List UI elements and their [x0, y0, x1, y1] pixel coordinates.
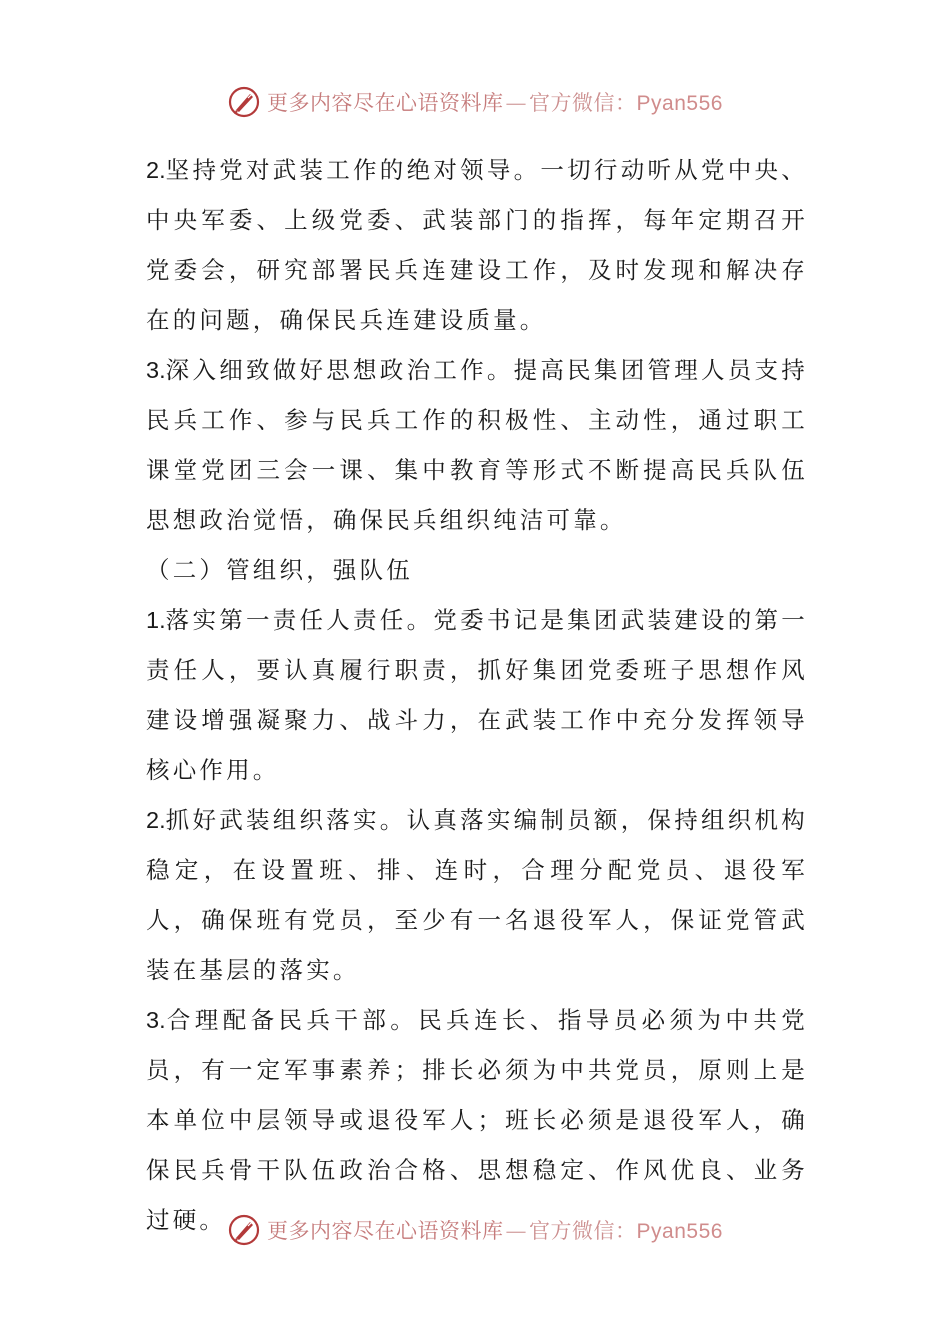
paragraph-number: 2.: [146, 807, 166, 833]
paragraph-2: [146, 145, 808, 345]
footer-banner: [0, 1208, 950, 1252]
quill-pen-logo-icon: [227, 1213, 261, 1247]
document-body: [146, 145, 808, 1245]
paragraph-1: [146, 595, 808, 795]
header-banner: [0, 80, 950, 124]
paragraph-2b: [146, 795, 808, 995]
paragraph-text: 落实第一责任人责任。党委书记是集团武装建设的第一责任人，要认真履行职责，抓好集团党委班子思想作风建设增强凝聚力、战斗力，在武装工作中充分发挥领导核心作用。: [146, 606, 808, 784]
paragraph-number: 3.: [146, 1007, 166, 1033]
banner-wechat-label: 官方微信：: [529, 1219, 637, 1243]
paragraph-3: [146, 345, 808, 545]
paragraph-text: 合理配备民兵干部。民兵连长、指导员必须为中共党员，有一定军事素养；排长必须为中共党员，原则上是本单位中层领导或退役军人；班长必须是退役军人，确保民兵骨干队伍政治合格、思想稳定、作风优良、业务过硬。: [146, 1006, 808, 1234]
paragraph-number: 3.: [146, 357, 166, 383]
banner-wechat-id: Pyan556: [636, 92, 723, 115]
paragraph-number: 1.: [146, 607, 166, 633]
banner-wechat-label: 官方微信：: [529, 91, 637, 115]
banner-text: [267, 1215, 723, 1245]
paragraph-text: 抓好武装组织落实。认真落实编制员额，保持组织机构稳定，在设置班、排、连时，合理分配党员、退役军人，确保班有党员，至少有一名退役军人，保证党管武装在基层的落实。: [146, 806, 808, 984]
paragraph-number: 2.: [146, 157, 166, 183]
banner-dash: —: [505, 1219, 528, 1243]
banner-text: [267, 87, 723, 117]
quill-pen-logo-icon: [227, 85, 261, 119]
banner-dash: —: [505, 91, 528, 115]
section-heading: （二）管组织，强队伍: [146, 556, 413, 584]
banner-site-text: 更多内容尽在心语资料库: [267, 1219, 504, 1243]
banner-wechat-id: Pyan556: [636, 1220, 723, 1243]
paragraph-text: 深入细致做好思想政治工作。提高民集团管理人员支持民兵工作、参与民兵工作的积极性、主动性，通过职工课堂党团三会一课、集中教育等形式不断提高民兵队伍思想政治觉悟，确保民兵组织纯洁可靠。: [146, 356, 808, 534]
paragraph-text: 坚持党对武装工作的绝对领导。一切行动听从党中央、中央军委、上级党委、武装部门的指挥，每年定期召开党委会，研究部署民兵连建设工作，及时发现和解决存在的问题，确保民兵连建设质量。: [146, 156, 808, 334]
banner-site-text: 更多内容尽在心语资料库: [267, 91, 504, 115]
